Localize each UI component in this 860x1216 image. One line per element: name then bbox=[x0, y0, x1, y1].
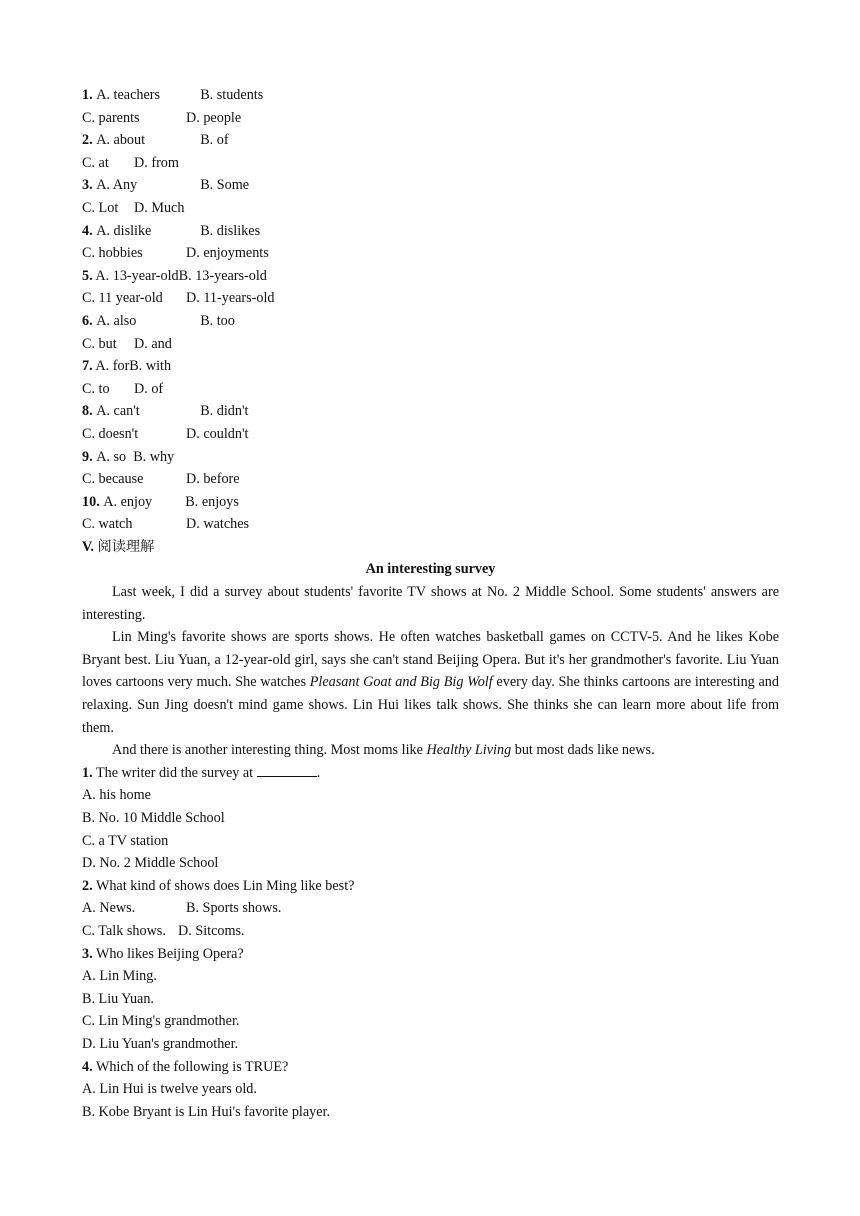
answer-blank bbox=[257, 762, 317, 777]
cloze-9-line-ab: 9. A. so B. why bbox=[82, 448, 175, 465]
question-3 bbox=[82, 943, 779, 1056]
option: D. Liu Yuan's grandmother. bbox=[82, 1035, 239, 1052]
option: C. a TV station bbox=[82, 832, 169, 849]
question-4-stem: 4. Which of the following is TRUE? bbox=[82, 1058, 289, 1075]
option: A. his home bbox=[82, 787, 151, 804]
option: B. No. 10 Middle School bbox=[82, 810, 225, 826]
option: C. Lin Ming's grandmother. bbox=[82, 1013, 240, 1030]
option: D. No. 2 Middle School bbox=[82, 855, 219, 872]
cloze-2-line-ab: 2. A. about B. of bbox=[82, 132, 229, 149]
cloze-4-line-ab: 4. A. dislike B. dislikes bbox=[82, 222, 261, 239]
passage-paragraph-2: Lin Ming's favorite shows are sports shows. He often watches basketball games on CCTV-5. And he likes Kobe Bryant best. Liu Yuan, a 12-year-old girl, says she can't stand Beijing Opera. But it's her grandmother's favorite. Liu Yuan loves cartoons very much. She watches Pleasant Goat and Big Big Wolf every day. She thinks cartoons are interesting and relaxing. Sun Jing doesn't mind game shows. Lin Hui likes talk shows. She thinks she can learn more about life from them. bbox=[82, 629, 779, 736]
show-title: Healthy Living bbox=[426, 742, 512, 759]
cartoon-title: Pleasant Goat and Big Big Wolf bbox=[309, 674, 493, 691]
question-3-stem: 3. Who likes Beijing Opera? bbox=[82, 945, 244, 962]
question-2 bbox=[82, 875, 779, 943]
cloze-4-line-cd: C. hobbies D. enjoyments bbox=[82, 245, 269, 262]
cloze-5-line-ab: 5. A. 13-year-oldB. 13-years-old bbox=[82, 267, 267, 284]
cloze-6-line-ab: 6. A. also B. too bbox=[82, 312, 235, 329]
question-4 bbox=[82, 1056, 779, 1124]
cloze-1-line-cd: C. parents D. people bbox=[82, 109, 242, 126]
passage-paragraph-3: And there is another interesting thing. Most moms like Healthy Living but most dads like news. bbox=[112, 742, 655, 759]
cloze-10-line-cd: C. watch D. watches bbox=[82, 516, 250, 533]
cloze-options bbox=[82, 84, 779, 536]
cloze-7-line-cd: C. to D. of bbox=[82, 380, 164, 397]
cloze-7-line-ab: 7. A. forB. with bbox=[82, 358, 172, 375]
question-2-stem: 2. What kind of shows does Lin Ming like best? bbox=[82, 877, 355, 894]
passage-title: An interesting survey bbox=[365, 561, 496, 578]
cloze-2-line-cd: C. at D. from bbox=[82, 154, 179, 171]
cloze-3-line-ab: 3. A. Any B. Some bbox=[82, 177, 250, 194]
cloze-9-line-cd: C. because D. before bbox=[82, 471, 240, 488]
document-page bbox=[82, 84, 779, 1123]
cloze-8-line-cd: C. doesn't D. couldn't bbox=[82, 425, 249, 442]
cloze-1-line-ab: 1. A. teachers B. students bbox=[82, 87, 264, 103]
cloze-8-line-ab: 8. A. can't B. didn't bbox=[82, 403, 249, 420]
cloze-10-line-ab: 10. A. enjoy B. enjoys bbox=[82, 493, 239, 510]
section-heading: V. 阅读理解 bbox=[82, 538, 155, 555]
cloze-5-line-cd: C. 11 year-old D. 11-years-old bbox=[82, 290, 275, 307]
option: B. Kobe Bryant is Lin Hui's favorite player. bbox=[82, 1103, 331, 1120]
options-ab: A. News. B. Sports shows. bbox=[82, 900, 282, 917]
question-1-stem: 1. The writer did the survey at . bbox=[82, 762, 779, 785]
question-1 bbox=[82, 762, 779, 875]
cloze-3-line-cd: C. Lot D. Much bbox=[82, 199, 185, 216]
option: B. Liu Yuan. bbox=[82, 990, 154, 1007]
option: A. Lin Hui is twelve years old. bbox=[82, 1081, 257, 1098]
cloze-6-line-cd: C. but D. and bbox=[82, 335, 172, 352]
passage-paragraph-1: Last week, I did a survey about students' favorite TV shows at No. 2 Middle School. Some students' answers are interesting. bbox=[82, 584, 779, 623]
option: A. Lin Ming. bbox=[82, 968, 157, 985]
options-cd: C. Talk shows. D. Sitcoms. bbox=[82, 922, 245, 939]
